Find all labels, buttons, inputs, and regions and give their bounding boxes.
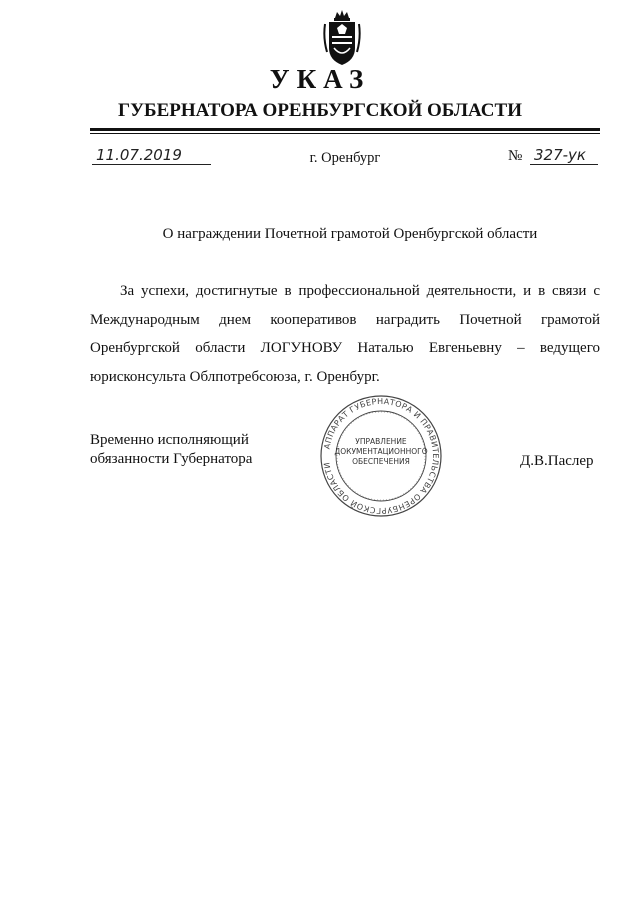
coat-of-arms-icon: [323, 8, 361, 68]
document-date: 11.07.2019: [92, 146, 211, 165]
stamp-line1: УПРАВЛЕНИЕ: [355, 437, 407, 446]
document-subject: О награждении Почетной грамотой Оренбургской области: [162, 226, 538, 242]
document-city: г. Оренбург: [309, 150, 381, 166]
stamp-line3: ОБЕСПЕЧЕНИЯ: [352, 457, 410, 466]
signatory-position: [90, 431, 252, 469]
stamp-ring-text: АППАРАТ ГУБЕРНАТОРА И ПРАВИТЕЛЬСТВА ОРЕНБУРГСКОЙ ОБЛАСТИ: [322, 396, 441, 516]
header-rule-thin: [90, 133, 600, 134]
signatory-name: Д.В.Паслер: [520, 453, 594, 469]
stamp-center-text: [330, 437, 432, 467]
header-rule-thick: [90, 128, 600, 131]
signatory-position-line1: Временно исполняющий: [90, 432, 249, 448]
document-type-title: УКАЗ: [269, 64, 371, 94]
issuer-title: ГУБЕРНАТОРА ОРЕНБУРГСКОЙ ОБЛАСТИ: [118, 100, 522, 121]
signatory-position-line2: обязанности Губернатора: [90, 451, 253, 467]
document-body: За успехи, достигнутые в профессиональной деятельности, и в связи с Международным днем кооперативов наградить Почетной грамотой Оренбургской области ЛОГУНОВУ Наталью Евгеньевну – ведущего юрисконсульта Облпотребсоюза, г. Оренбург.: [90, 283, 600, 385]
stamp-line2: ДОКУМЕНТАЦИОННОГО: [334, 447, 428, 456]
document-number: 327-ук: [530, 146, 598, 165]
number-sign: №: [508, 148, 523, 164]
